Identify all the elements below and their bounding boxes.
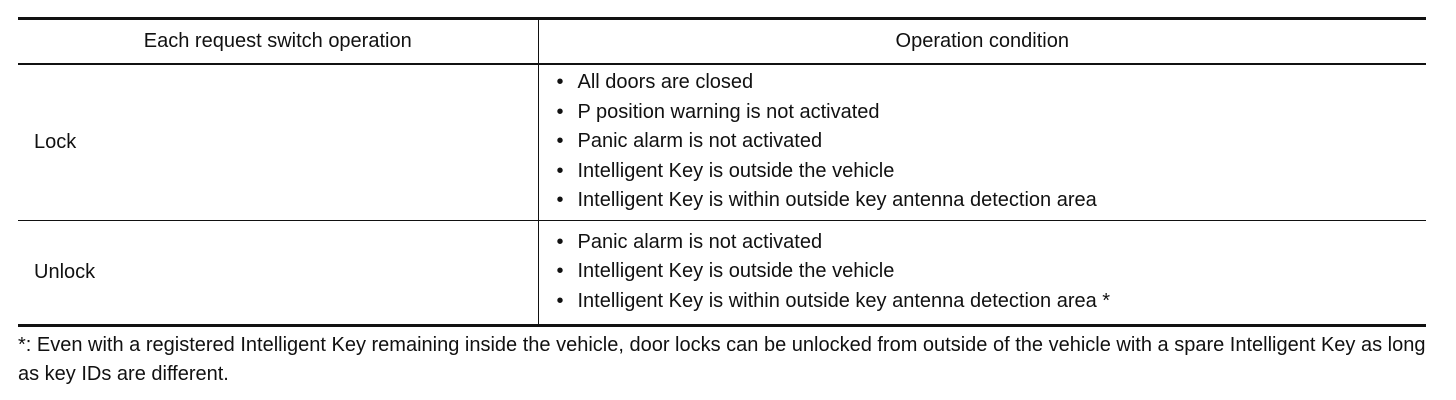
table-row-lock [18, 64, 1426, 221]
footnote: *: Even with a registered Intelligent Key remaining inside the vehicle, door locks can be unlocked from outside of the vehicle with a spare Intelligent Key as long as key IDs are different. [18, 334, 1426, 385]
list-item [557, 186, 1427, 215]
table-header [18, 19, 1426, 64]
bullet-icon: • [556, 130, 564, 153]
condition-text: Intelligent Key is outside the vehicle [577, 260, 895, 283]
condition-cell-unlock [538, 220, 1426, 325]
operation-condition-table [18, 17, 1426, 327]
bullet-icon: • [556, 260, 564, 283]
list-item [557, 98, 1427, 127]
bullet-icon: • [556, 289, 564, 312]
bullet-icon: • [556, 100, 564, 123]
list-item [557, 257, 1427, 286]
table-body [18, 64, 1426, 326]
table-row-unlock [18, 220, 1426, 325]
condition-text: Panic alarm is not activated [577, 230, 823, 253]
list-item [557, 287, 1427, 316]
bullet-icon: • [556, 159, 564, 182]
switch-cell-lock: Lock [18, 64, 538, 221]
header-switch-operation: Each request switch operation [18, 19, 538, 64]
condition-text: All doors are closed [577, 71, 754, 94]
header-operation-condition: Operation condition [538, 19, 1426, 64]
list-item [557, 68, 1427, 97]
list-item [557, 127, 1427, 156]
condition-list-lock [539, 68, 1427, 215]
list-item [557, 228, 1427, 257]
condition-text: Intelligent Key is within outside key antenna detection area [577, 189, 1097, 212]
bullet-icon: • [556, 71, 564, 94]
condition-text: Intelligent Key is within outside key antenna detection area * [577, 289, 1111, 312]
condition-text: Intelligent Key is outside the vehicle [577, 159, 895, 182]
condition-text: Panic alarm is not activated [577, 130, 823, 153]
switch-cell-unlock: Unlock [18, 220, 538, 325]
condition-list-unlock [539, 228, 1427, 316]
bullet-icon: • [556, 189, 564, 212]
list-item [557, 157, 1427, 186]
bullet-icon: • [556, 230, 564, 253]
condition-text: P position warning is not activated [577, 100, 880, 123]
condition-cell-lock [538, 64, 1426, 221]
table-header-row [18, 19, 1426, 64]
